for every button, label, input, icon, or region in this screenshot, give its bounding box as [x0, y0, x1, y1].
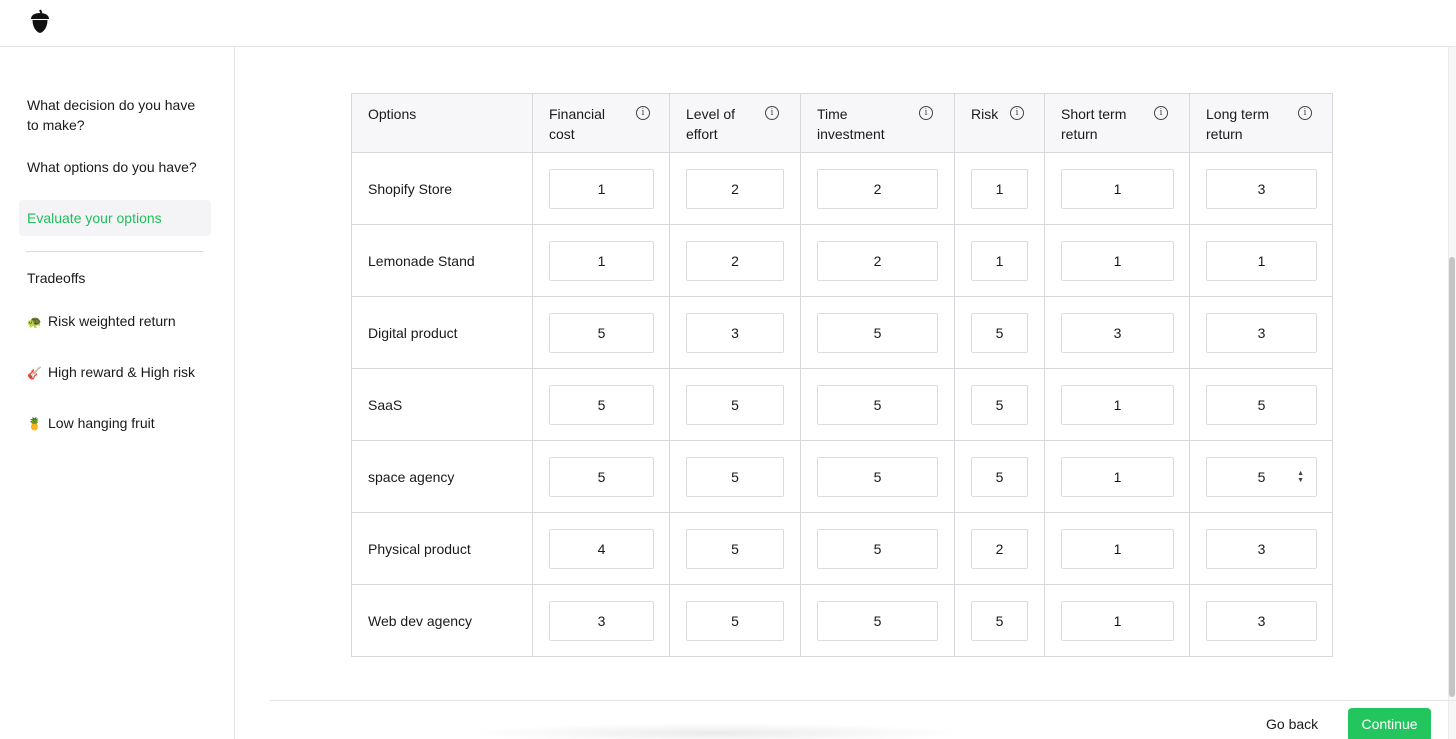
score-cell: [955, 297, 1045, 369]
score-input[interactable]: [971, 313, 1028, 353]
score-cell: [955, 153, 1045, 225]
score-input[interactable]: [971, 169, 1028, 209]
score-cell: [670, 513, 801, 585]
score-cell: [801, 225, 955, 297]
score-cell: [533, 297, 670, 369]
score-input[interactable]: [1206, 529, 1317, 569]
score-cell: [1190, 513, 1333, 585]
score-cell: [1190, 369, 1333, 441]
score-cell: [1045, 441, 1190, 513]
score-input[interactable]: [549, 313, 654, 353]
score-cell: [670, 369, 801, 441]
score-value: 1: [597, 252, 606, 269]
option-name: Lemonade Stand: [352, 225, 533, 297]
score-cell: [1190, 441, 1333, 513]
score-value: 5: [731, 540, 739, 557]
info-icon[interactable]: i: [1298, 106, 1312, 120]
score-cell: [955, 441, 1045, 513]
score-input[interactable]: [686, 385, 784, 425]
table-row: [352, 225, 1333, 297]
column-header-label: Time investment: [817, 106, 885, 142]
score-value: 5: [731, 468, 739, 485]
tradeoff-label: High reward & High risk: [48, 364, 196, 380]
score-input[interactable]: [1206, 169, 1317, 209]
column-header-label: Level of effort: [686, 106, 736, 142]
score-input[interactable]: [686, 529, 784, 569]
score-input[interactable]: [1206, 385, 1317, 425]
option-name: SaaS: [352, 369, 533, 441]
table-row: [352, 297, 1333, 369]
column-header-long-term-return: [1190, 94, 1333, 153]
score-input[interactable]: [817, 457, 938, 497]
score-input[interactable]: [686, 457, 784, 497]
score-input[interactable]: [1061, 169, 1174, 209]
score-cell: [1190, 297, 1333, 369]
score-cell: [533, 153, 670, 225]
score-input[interactable]: [817, 241, 938, 281]
tradeoff-high-reward-high-risk[interactable]: [19, 362, 211, 383]
score-cell: [955, 225, 1045, 297]
score-cell: [801, 297, 955, 369]
score-value: 1: [1113, 540, 1122, 557]
score-cell: [1190, 225, 1333, 297]
tradeoffs-heading: Tradeoffs: [27, 270, 86, 286]
score-input[interactable]: [686, 169, 784, 209]
score-input[interactable]: [549, 601, 654, 641]
sidebar-divider: [26, 251, 203, 252]
score-input[interactable]: [549, 241, 654, 281]
score-input[interactable]: [686, 313, 784, 353]
score-input[interactable]: [817, 169, 938, 209]
score-cell: [955, 369, 1045, 441]
option-name: space agency: [352, 441, 533, 513]
score-input[interactable]: [971, 529, 1028, 569]
column-header-label: Risk: [971, 106, 999, 122]
tradeoff-risk-weighted-return[interactable]: [19, 311, 211, 332]
score-input[interactable]: [971, 385, 1028, 425]
option-name: Web dev agency: [352, 585, 533, 657]
score-value: 5: [995, 396, 1004, 413]
score-cell: [1190, 153, 1333, 225]
score-cell: [533, 513, 670, 585]
score-value: 5: [873, 612, 882, 629]
score-cell: [1045, 225, 1190, 297]
info-icon[interactable]: i: [636, 106, 650, 120]
nav-step-label: What decision do you have to make?: [27, 97, 196, 133]
pineapple-icon: 🍍: [27, 417, 42, 431]
score-value: 5: [597, 468, 606, 485]
score-input[interactable]: [1206, 241, 1317, 281]
score-value: 1: [597, 180, 606, 197]
column-header-label: Financial cost: [549, 106, 606, 142]
score-value: 2: [731, 180, 739, 197]
column-header-level-of-effort: [670, 94, 801, 153]
score-value: 5: [731, 396, 739, 413]
score-cell: [1045, 369, 1190, 441]
info-icon[interactable]: i: [919, 106, 933, 120]
table-row: [352, 153, 1333, 225]
score-cell: [801, 585, 955, 657]
score-cell: [801, 369, 955, 441]
table-row: [352, 441, 1333, 513]
column-header-financial-cost: [533, 94, 670, 153]
score-input[interactable]: [817, 385, 938, 425]
score-value: 5: [873, 468, 882, 485]
sidebar: [0, 47, 235, 739]
nav-step-evaluate[interactable]: [19, 200, 211, 236]
score-cell: [1045, 585, 1190, 657]
score-cell: [670, 153, 801, 225]
top-bar: [0, 0, 1456, 47]
score-value: 4: [597, 540, 606, 557]
table-row: [352, 585, 1333, 657]
score-value: 1: [1257, 252, 1266, 269]
score-input[interactable]: [686, 601, 784, 641]
score-input[interactable]: [971, 241, 1028, 281]
score-input[interactable]: [1061, 457, 1174, 497]
score-input[interactable]: [1061, 313, 1174, 353]
score-value: 2: [873, 252, 882, 269]
score-value: 1: [1113, 252, 1122, 269]
score-value: 1: [995, 180, 1004, 197]
tradeoff-label: Low hanging fruit: [48, 415, 155, 431]
score-cell: [1045, 297, 1190, 369]
score-cell: [801, 441, 955, 513]
score-cell: [1190, 585, 1333, 657]
score-input[interactable]: [549, 529, 654, 569]
stepper-arrows-icon[interactable]: ▲ ▼: [1297, 469, 1304, 484]
score-value: 5: [873, 540, 882, 557]
score-cell: [801, 513, 955, 585]
score-value: 3: [1257, 324, 1266, 341]
score-cell: [533, 585, 670, 657]
score-value: 5: [1257, 396, 1266, 413]
table-header-row: [352, 94, 1333, 153]
score-value: 1: [1113, 468, 1122, 485]
column-header-options: [352, 94, 533, 153]
score-cell: [1045, 153, 1190, 225]
score-value: 3: [1257, 180, 1266, 197]
score-cell: [1045, 513, 1190, 585]
guitar-icon: 🎸: [27, 366, 42, 380]
score-cell: [670, 441, 801, 513]
score-value: 1: [1113, 180, 1122, 197]
acorn-icon[interactable]: [28, 9, 52, 35]
score-input[interactable]: [1061, 385, 1174, 425]
score-value: 1: [995, 252, 1004, 269]
score-value: 1: [1113, 612, 1122, 629]
score-cell: [533, 441, 670, 513]
column-header-label: Options: [368, 106, 417, 122]
score-value: 3: [1257, 540, 1266, 557]
score-value: 3: [1113, 324, 1122, 341]
score-value: 5: [597, 396, 606, 413]
score-value: 2: [731, 252, 739, 269]
score-input[interactable]: [1061, 241, 1174, 281]
score-value: 1: [1113, 396, 1122, 413]
option-name: Physical product: [352, 513, 533, 585]
score-value: 5: [731, 612, 739, 629]
score-value: 2: [995, 540, 1004, 557]
option-name: Shopify Store: [352, 153, 533, 225]
info-icon[interactable]: i: [1154, 106, 1168, 120]
info-icon[interactable]: i: [1010, 106, 1024, 120]
tradeoff-low-hanging-fruit[interactable]: [19, 413, 211, 434]
scrollbar[interactable]: [1448, 47, 1456, 739]
score-value: 5: [873, 324, 882, 341]
score-input[interactable]: [686, 241, 784, 281]
score-input[interactable]: [817, 529, 938, 569]
continue-button[interactable]: Continue: [1348, 708, 1431, 739]
main-content: [236, 47, 1456, 739]
column-header-time-investment: [801, 94, 955, 153]
score-value: 5: [995, 612, 1004, 629]
tradeoff-label: Risk weighted return: [48, 313, 176, 329]
evaluation-table: [351, 93, 1333, 657]
column-header-risk: [955, 94, 1045, 153]
score-input[interactable]: [549, 169, 654, 209]
score-cell: [670, 297, 801, 369]
score-cell: [801, 153, 955, 225]
info-icon[interactable]: i: [765, 106, 779, 120]
score-input[interactable]: [1206, 457, 1317, 497]
score-value: 3: [731, 324, 739, 341]
score-value: 3: [1257, 612, 1266, 629]
column-header-label: Short term return: [1061, 106, 1127, 142]
column-header-label: Long term return: [1206, 106, 1270, 142]
nav-step-label: What options do you have?: [27, 159, 197, 175]
option-name: Digital product: [352, 297, 533, 369]
score-value: 5: [597, 324, 606, 341]
score-input[interactable]: [549, 385, 654, 425]
score-input[interactable]: [817, 313, 938, 353]
table-row: [352, 513, 1333, 585]
score-value: 3: [597, 612, 606, 629]
score-input[interactable]: [817, 601, 938, 641]
footer-shadow: [466, 723, 966, 739]
score-value: 5: [1257, 468, 1266, 485]
score-cell: [533, 225, 670, 297]
nav-step-decision[interactable]: [19, 95, 211, 135]
score-input[interactable]: [1206, 313, 1317, 353]
score-value: 5: [995, 324, 1004, 341]
score-input[interactable]: [971, 601, 1028, 641]
score-cell: [533, 369, 670, 441]
score-input[interactable]: [549, 457, 654, 497]
score-cell: [955, 585, 1045, 657]
go-back-button[interactable]: Go back: [1266, 716, 1319, 732]
score-input[interactable]: [1061, 529, 1174, 569]
score-cell: [670, 225, 801, 297]
column-header-short-term-return: [1045, 94, 1190, 153]
scrollbar-thumb[interactable]: [1449, 257, 1455, 697]
score-input[interactable]: [971, 457, 1028, 497]
nav-step-options[interactable]: [19, 157, 211, 177]
score-value: 2: [873, 180, 882, 197]
score-value: 5: [995, 468, 1004, 485]
nav-step-label: Evaluate your options: [27, 210, 162, 226]
table-row: [352, 369, 1333, 441]
score-input[interactable]: [1206, 601, 1317, 641]
score-cell: [670, 585, 801, 657]
turtle-icon: 🐢: [27, 315, 42, 329]
score-value: 5: [873, 396, 882, 413]
score-input[interactable]: [1061, 601, 1174, 641]
footer-divider: [270, 700, 1456, 701]
score-cell: [955, 513, 1045, 585]
